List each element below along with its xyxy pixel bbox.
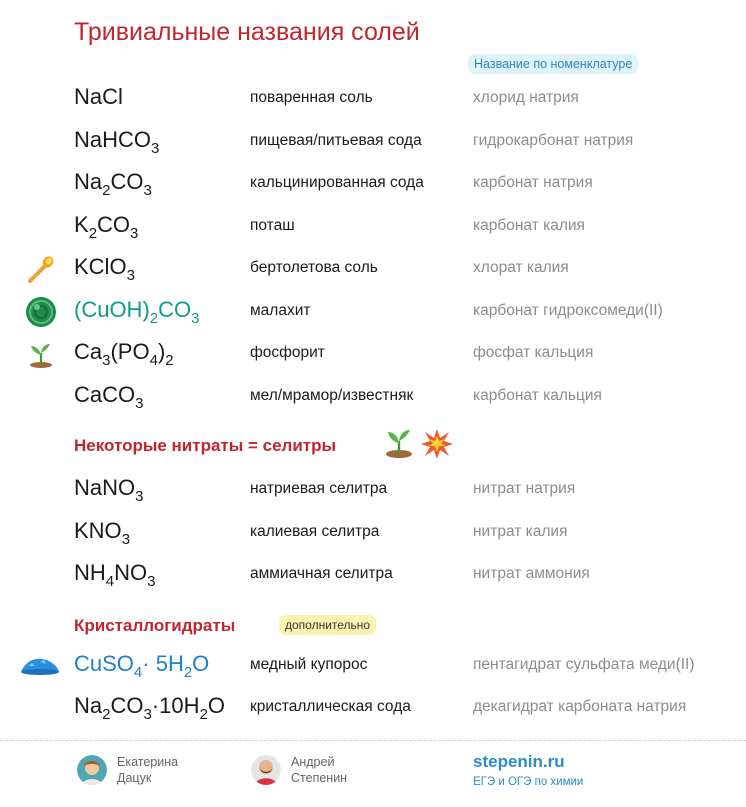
nomenclature-name: хлорат калия xyxy=(473,259,569,276)
formula: KClO$_3$ xyxy=(74,254,135,284)
nitrates-heading: Некоторые нитраты = селитры xyxy=(74,436,337,455)
nomenclature-name: гидрокарбонат натрия xyxy=(473,131,634,149)
nomenclature-name: карбонат натрия xyxy=(473,174,593,191)
formula: CaCO$_3$ xyxy=(74,381,144,412)
nomenclature-name: нитрат натрия xyxy=(473,480,576,497)
trivial-name: аммиачная селитра xyxy=(250,565,393,582)
trivial-name: малахит xyxy=(250,301,311,319)
copper-sulfate-icon xyxy=(20,650,60,682)
trivial-name: медный купорос xyxy=(250,656,368,673)
nomenclature-name: декагидрат карбоната натрия xyxy=(473,698,687,715)
table-row xyxy=(0,83,746,123)
formula: $K_2CO_3$ xyxy=(74,211,139,242)
author-name: Андрей Степенин xyxy=(291,755,348,785)
nomenclature-label: Название по номенклатуре xyxy=(468,54,638,74)
match-icon xyxy=(24,253,58,285)
page-title: Тривиальные названия солей xyxy=(74,18,420,46)
avatar xyxy=(77,755,107,785)
formula: $(CuOH)_2CO_3$ xyxy=(74,296,200,327)
site-subtitle: ЕГЭ и ОГЭ по химии xyxy=(473,776,584,788)
sprout-icon xyxy=(382,428,416,460)
table-row xyxy=(0,474,746,514)
formula: NaCl xyxy=(74,84,123,109)
table-row xyxy=(0,381,746,421)
hydrates-heading: Кристаллогидраты xyxy=(74,616,236,635)
table-row xyxy=(0,338,746,378)
trivial-name: поташ xyxy=(250,216,295,234)
nomenclature-name: карбонат гидроксомеди(II) xyxy=(473,301,663,319)
formula: NaNO$_3$ xyxy=(74,475,144,505)
nomenclature-name: карбонат калия xyxy=(473,216,585,234)
table-row xyxy=(0,559,746,599)
table-row xyxy=(0,126,746,166)
author-name: Екатерина Дацук xyxy=(117,755,179,785)
table-row xyxy=(0,650,746,690)
nomenclature-name: хлорид натрия xyxy=(473,89,579,106)
malachite-icon xyxy=(24,296,58,328)
trivial-name: бертолетова соль xyxy=(250,259,378,276)
sprout-icon xyxy=(24,338,58,370)
table-row xyxy=(0,253,746,293)
additional-badge: дополнительно xyxy=(279,615,376,635)
table-row xyxy=(0,296,746,336)
formula: $Na_2CO_3\cdot 10H_2O$ xyxy=(74,693,225,723)
table-row xyxy=(0,517,746,557)
explosion-icon xyxy=(420,428,454,460)
nomenclature-name: пентагидрат сульфата меди(II) xyxy=(473,656,695,673)
table-row xyxy=(0,168,746,208)
formula: $KNO_3$ xyxy=(74,517,131,548)
site-link[interactable]: stepenin.ru xyxy=(473,752,565,771)
trivial-name: натриевая селитра xyxy=(250,480,388,497)
nomenclature-name: нитрат аммония xyxy=(473,565,590,582)
table-row xyxy=(0,211,746,251)
nomenclature-name: фосфат кальция xyxy=(473,344,594,361)
nomenclature-name: нитрат калия xyxy=(473,522,568,540)
formula: $Na_2CO_3$ xyxy=(74,169,152,199)
formula: $NH_4NO_3$ xyxy=(74,560,156,590)
formula: $Ca_3(PO_4)_2$ xyxy=(74,339,174,369)
nomenclature-name: карбонат кальция xyxy=(473,386,602,404)
footer-divider xyxy=(0,740,746,741)
trivial-name: кальцинированная сода xyxy=(250,174,424,191)
trivial-name: фосфорит xyxy=(250,344,325,361)
trivial-name: поваренная соль xyxy=(250,89,373,106)
trivial-name: кристаллическая сода xyxy=(250,698,411,715)
formula: NaHCO$_3$ xyxy=(74,126,160,157)
formula: CuSO$_4$· $5H_2O$ xyxy=(74,651,210,681)
trivial-name: пищевая/питьевая сода xyxy=(250,131,422,149)
table-row xyxy=(0,692,746,732)
trivial-name: калиевая селитра xyxy=(250,522,380,540)
avatar xyxy=(251,755,281,785)
trivial-name: мел/мрамор/известняк xyxy=(250,386,414,404)
